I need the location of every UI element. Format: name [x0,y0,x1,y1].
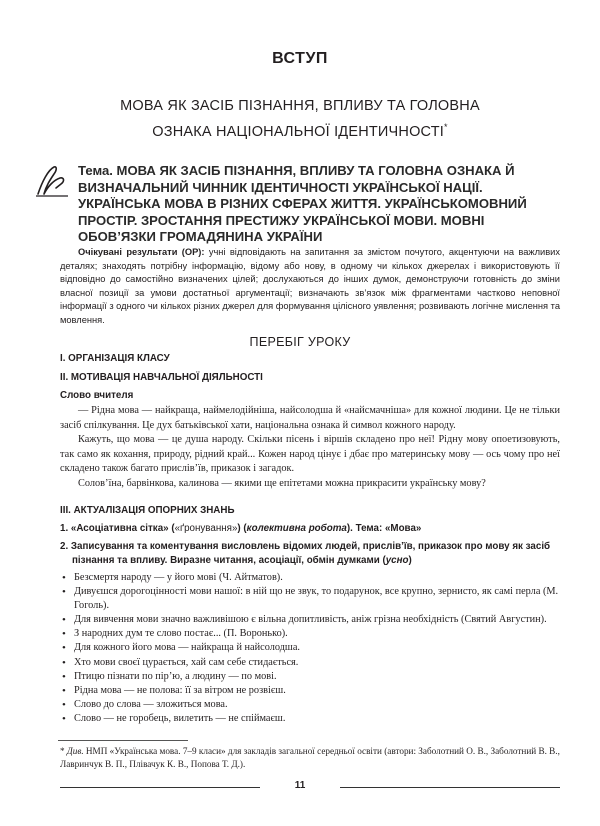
list-item: • Хто мови своєї цурається, хай сам себе стидається. [62,656,299,669]
list-item: • Слово — не горобець, вилетить — не спіймаєш. [62,712,286,725]
page-rule-left [60,787,260,788]
page-number: 11 [294,780,306,791]
section-actualization: ІІІ. АКТУАЛІЗАЦІЯ ОПОРНИХ ЗНАНЬ [60,505,235,516]
list-item: • Для вивчення мови значно важливішою є вільна допитливість, аніж грізна необхідність (Святий Августин). [62,614,547,627]
paragraph-2: Кажуть, що мова — це душа народу. Скільки пісень і віршів складено про неї! Рідну мову опоетизовують, так само як кохання, природу, рідний край... Кожен народ цінує і дбає про материнську мову — ось чому про неї складено також багато прислів’їв, приказок і загадок. [60,434,560,475]
section-title: ВСТУП [272,50,328,67]
list-item: • Слово до слова — зложиться мова. [62,698,228,711]
outcomes-label: Очікувані результати (ОР): [78,247,205,257]
paragraph-3: Солов’їна, барвінкова, калинова — якими ще епітетами можна прикрасити українську мову? [78,477,486,489]
section-organization: І. ОРГАНІЗАЦІЯ КЛАСУ [60,353,170,364]
theme-label: Тема. [78,163,113,178]
quotes-list [62,571,562,726]
list-item: • Птицю пізнати по пір’ю, а людину — по мові. [62,670,277,683]
lesson-theme [78,163,558,246]
footnote: * Див. НМП «Українська мова. 7–9 класи» для закладів загальної середньої освіти (автори: Заболотний О. В., Заболотний В. В., Лавринчук В. П., Плівачук К. В., Попова Т. Д.). [60,746,560,769]
list-item: • З народних дум те слово постає... (П. Воронько). [62,628,288,641]
list-item: • Для кожного його мова — найкраща й найсолодша. [62,642,301,655]
task-2: 2. Записування та коментування висловлень відомих людей, прислів’їв, приказок про мову як засіб пізнання та впливу. Виразне читання, асоціації, обмін думками (усно) [60,541,551,566]
outcomes-text: учні відповідають на запитання за змістом почутого, акцентуючи на важливих деталях; знаходять потрібну інформацію, відому або нову, в одному чи кількох джерелах і використовують її відповідно до самостійно визначених цілей; дослухаються до інших думок, демонструючи готовність до зміни власної позиції за умови достатньої аргументації; визначають зв’язок між фрагментами частково неповної інформації з одного чи кількох різних джерел для формування цілісного уявлення; розвивають логічне мислення та мовлення. [60,247,561,325]
list-item: • Рідна мова — не полова: її за вітром не розвієш. [62,684,286,697]
section-motivation: ІІ. МОТИВАЦІЯ НАВЧАЛЬНОЇ ДІЯЛЬНОСТІ [60,372,263,383]
teacher-word-heading: Слово вчителя [60,390,134,401]
footnote-divider [58,740,188,741]
footnote-mark: * [444,122,448,132]
topic-title-line1: МОВА ЯК ЗАСІБ ПІЗНАННЯ, ВПЛИВУ ТА ГОЛОВНА [120,98,480,114]
teacher-text [60,404,560,492]
theme-text: МОВА ЯК ЗАСІБ ПІЗНАННЯ, ВПЛИВУ ТА ГОЛОВНА ОЗНАКА Й ВИЗНАЧАЛЬНИЙ ЧИННИК ІДЕНТИЧНОСТІ УКРАЇНСЬКОЇ НАЦІЇ. УКРАЇНСЬКА МОВА В РІЗНИХ СФЕРАХ ЖИТТЯ. УКРАЇНСЬКОМОВНИЙ ПРОСТІР. ЗРОСТАННЯ ПРЕСТИЖУ УКРАЇНСЬКОЇ МОВИ. МОВНІ ОБОВ’ЯЗКИ ГРОМАДЯНИНА УКРАЇНИ [78,163,527,244]
list-item: • Безсмертя народу — у його мові (Ч. Айтматов). [62,572,283,584]
list-item: • Дивуєшся дорогоцінності мови нашої: в ній що не звук, то подарунок, все крупно, зернисто, як самі перла (М. Гоголь). [62,586,559,612]
lesson-heading: ПЕРЕБІГ УРОКУ [249,335,351,349]
topic-title-line2: ОЗНАКА НАЦІОНАЛЬНОЇ ІДЕНТИЧНОСТІ* [152,122,448,140]
topic-title [60,96,540,143]
task-1: 1. «Асоціативна сітка» («ґронування») (колективна робота). Тема: «Мова» [60,523,422,534]
pen-icon [34,164,70,198]
paragraph-1: — Рідна мова — найкраща, наймелодійніша, найсолодша й «найсмачніша» для кожної людини. Це не тільки засіб спілкування. Це дух батьківської хати, національна ознака й символ кожного народу. [60,405,560,431]
expected-outcomes [60,246,560,328]
page-rule-right [340,787,560,788]
